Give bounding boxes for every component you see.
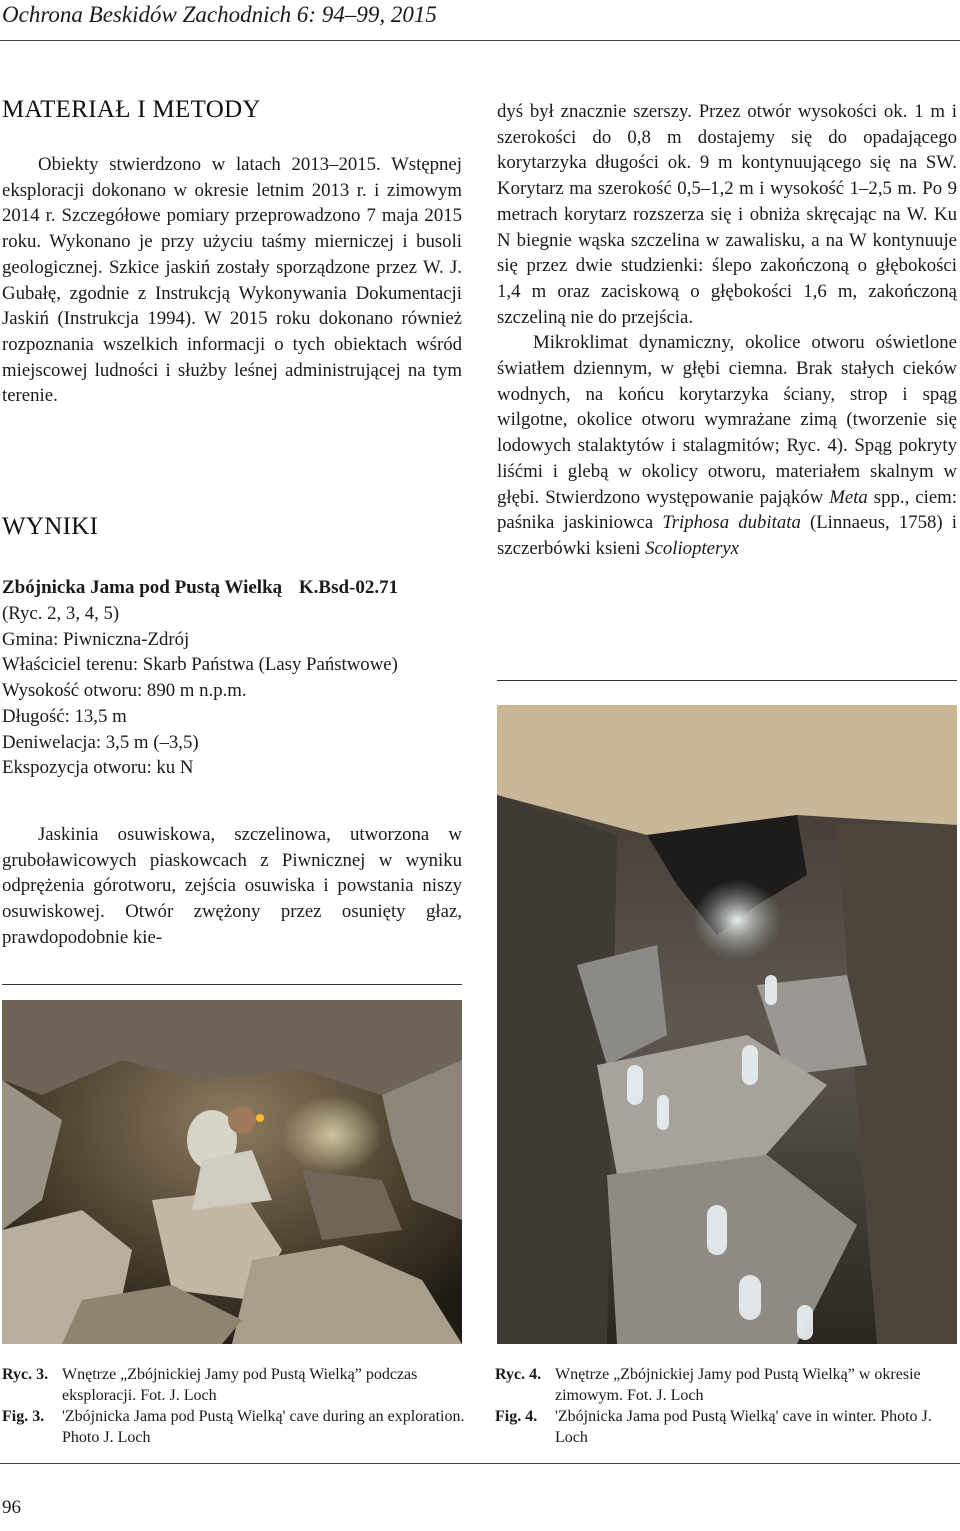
cave-metadata	[2, 601, 464, 781]
figs-ref: (Ryc. 2, 3, 4, 5)	[2, 603, 120, 624]
desc-right-2b: spp., ciem: paśnika jaskiniowca	[497, 486, 957, 534]
description-left	[2, 822, 462, 951]
page-number: 96	[2, 1497, 21, 1518]
description-right-p1: dyś był znacznie szerszy. Przez otwór wysokości ok. 1 m i szerokości do 0,8 m dostajemy się do opadającego korytarzyka długości ok. 9 m kontynuującego się na SW. Korytarz ma szerokość 0,5–1,2 m i wysokość 1–2,5 m. Po 9 metrach korytarz rozszerza się i obniża skręcając na W. Ku N biegnie wąska szczelina w zawalisku, a na W kontynuuje się przez dwie studzienki: ślepo zakończoną o głębokości 1,4 m oraz zaciskową o głębokości 1,6 m, zakończoną szczeliną nie do przejścia.	[497, 101, 957, 328]
gmina: Gmina: Piwniczna-Zdrój	[2, 628, 190, 650]
altitude: Wysokość otworu: 890 m n.p.m.	[2, 680, 247, 702]
fig3-pl-label: Ryc. 3.	[2, 1366, 49, 1383]
desc-right-2a: Mikroklimat dynamiczny, okolice otworu oświetlone światłem dziennym, w głębi ciemna. Brak stałych cieków wodnych, na końcu korytarzyka ściany, strop i spąg wilgotne, okolice otworu wymrażane zimą (tworzenie się lodowych stalaktytów i stalagmitów; Ryc. 4). Spąg pokryty liśćmi i glebą w okolicy otworu, materiałem skalnym w głębi. Stwierdzono występowanie pająków	[497, 332, 957, 508]
fig3-en-text: 'Zbójnicka Jama pod Pustą Wielką' cave during an exploration. Photo J. Loch	[62, 1408, 465, 1446]
scoliopteryx-genus: Scoliopteryx	[645, 537, 739, 559]
cave-code: K.Bsd-02.71	[298, 577, 399, 598]
methods-heading: MATERIAŁ I METODY	[2, 96, 261, 123]
exposure: Ekspozycja otworu: ku N	[2, 757, 194, 779]
fig4-caption	[495, 1364, 958, 1448]
description-right-p2	[497, 330, 957, 561]
fig3-caption	[2, 1364, 467, 1448]
journal-header: Ochrona Beskidów Zachodnich 6: 94–99, 2015	[2, 2, 437, 27]
fig4-pl-label: Ryc. 4.	[495, 1366, 542, 1383]
fig3-en-label: Fig. 3.	[2, 1408, 45, 1425]
length: Długość: 13,5 m	[2, 705, 127, 727]
methods-paragraph-text: Obiekty stwierdzono w latach 2013–2015. Wstępnej eksploracji dokonano w okresie letnim 2013 r. i zimowym 2014 r. Szczegółowe pomiary przeprowadzono 7 maja 2015 roku. Wykonano je przy użyciu taśmy mierniczej i busoli geologicznej. Szkice jaskiń zostały sporządzone przez W. J. Gubałę, zgodnie z Instrukcją Wykonywania Dokumentacji Jaskiń (Instrukcja 1994). W 2015 roku dokonano również rozpoznania wszelkich informacji o tych obiektach wśród miejscowej ludności i służby leśnej administrującej na tym terenie.	[2, 154, 462, 407]
left-rule	[2, 984, 462, 985]
fig4-en-text: 'Zbójnicka Jama pod Pustą Wielką' cave in winter. Photo J. Loch	[555, 1408, 932, 1446]
description-left-text: Jaskinia osuwiskowa, szczelinowa, utworzona w gruboławicowych piaskowcach z Piwnicznej w wyniku odprężenia górotworu, zejścia osuwiska i powstania niszy osuwiskowej. Otwór zwężony przez osunięty głaz, prawdopodobnie kie-	[2, 824, 462, 948]
desc-right-2c: (Linnaeus, 1758) i szczerbówki ksieni	[497, 512, 958, 559]
fig4-pl-text: Wnętrze „Zbójnickiej Jamy pod Pustą Wielką” w okresie zimowym. Fot. J. Loch	[555, 1366, 921, 1404]
meta-genus: Meta	[829, 486, 868, 508]
cave-winter-photo	[497, 705, 957, 1344]
right-rule	[497, 680, 957, 681]
fig3-pl-text: Wnętrze „Zbójnickiej Jamy pod Pustą Wielką” podczas eksploracji. Fot. J. Loch	[62, 1366, 418, 1404]
methods-paragraph	[2, 152, 462, 409]
header-rule	[0, 40, 960, 41]
results-heading: WYNIKI	[2, 513, 99, 540]
cave-exploration-photo	[2, 1000, 462, 1344]
fig4-caption-en	[495, 1406, 958, 1448]
owner: Właściciel terenu: Skarb Państwa (Lasy Państwowe)	[2, 654, 398, 676]
fig3-caption-pl	[2, 1364, 467, 1406]
description-right	[497, 99, 957, 562]
triphosa-species: Triphosa dubitata	[662, 512, 801, 534]
denivelation: Deniwelacja: 3,5 m (–3,5)	[2, 731, 199, 753]
fig3-caption-en	[2, 1406, 467, 1448]
cave-name: Zbójnicka Jama pod Pustą Wielką	[2, 577, 283, 598]
fig4-en-label: Fig. 4.	[495, 1408, 538, 1425]
footer-rule	[0, 1463, 960, 1464]
cave-title	[2, 575, 464, 601]
fig4-caption-pl	[495, 1364, 958, 1406]
